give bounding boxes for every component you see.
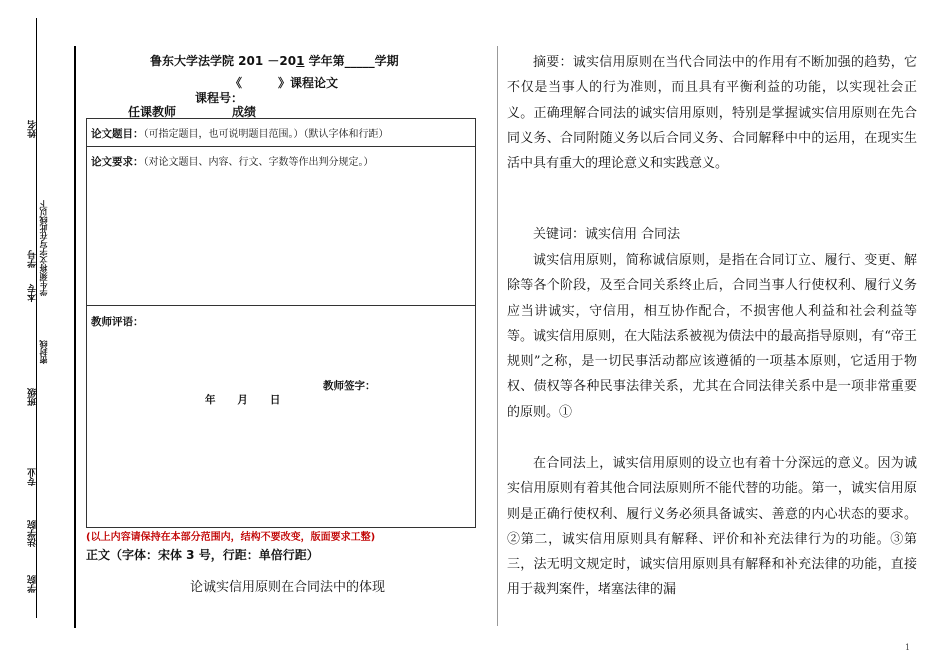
header-end: 学期 [374, 54, 399, 68]
class-label: 班级 [28, 388, 38, 406]
course-title-line [230, 74, 338, 91]
teacher-label: 任课教师 [128, 105, 177, 119]
college-label: 学院 [28, 575, 38, 593]
topic-hint[interactable]: （可指定题目，也可说明题目范围。）（默认字体和行距） [143, 129, 389, 140]
ben-zhuan-label: 本专 [28, 284, 38, 302]
course-open: 《 [230, 76, 243, 90]
keywords-paragraph: 关键词：诚实信用 合同法 [533, 227, 681, 242]
semester-blank: _____ [344, 54, 375, 68]
comment-area[interactable] [87, 306, 475, 527]
requirements-row [87, 147, 475, 306]
column-divider [497, 46, 498, 626]
signature-label: 教师签字： [323, 380, 376, 392]
header-line-1 [150, 52, 399, 69]
notice-text: (以上内容请保持在本部分范围内，结构不要改变，版面要求工整) [86, 532, 376, 543]
course-no-label: 课程号： [195, 91, 244, 105]
body-paragraph-2: 在合同法上，诚实信用原则的设立也有着十分深远的意义。因为诚实信用原则有着其他合同法原则所不能代替的功能。第一，诚实信用原则是正确行使权利、履行义务必须具备诚实、善意的内心状态的要求。②第二，诚实信用原则具有解释、评价和补充法律行为的功能。③第三，法无明文规定时，诚实信用原则具有解释和补充法律的功能，直接用于裁判案件，堵塞法律的漏 [507, 456, 917, 598]
evaluation-form [86, 118, 476, 528]
header-prefix: 鲁东大学法学院 201 [150, 54, 264, 68]
seal-line-label: 密封线 [39, 340, 48, 364]
essay-title: 论诚实信用原则在合同法中的体现 [190, 580, 386, 595]
date-field: 年 月 日 [205, 394, 281, 406]
page-number: 1 [905, 643, 911, 652]
header-dash: －20 [263, 54, 297, 68]
body-paragraph-1: 诚实信用原则，简称诚信原则，是指在合同订立、履行、变更、解除等各个阶段，及至合同关系终止后，合同当事人行使权利、履行义务应当讲诚实，守信用，相互协作配合，不损害他人利益和社会利益等等。诚实信用原则，在大陆法系被视为债法中的最高指导原则，有“帝王规则”之称，是一切民事活动都应该遵循的一项基本原则，它适用于物权、债权等各种民事法律关系，尤其在合同法律关系中是一项非常重要的原则。① [507, 253, 917, 420]
faculty-label: 法学院 [28, 520, 38, 547]
instruction-label: 学生须将文字写在此线以下 [39, 200, 48, 296]
score-label: 成绩 [232, 105, 257, 119]
header-suffix: 学年第 [304, 54, 345, 68]
topic-row [87, 119, 475, 147]
course-close: 》课程论文 [278, 76, 339, 90]
header-year-end: 1 [296, 54, 305, 68]
requirements-hint[interactable]: （对论文题目、内容、行文、字数等作出判分规定。） [143, 157, 374, 168]
abstract-paragraph: 摘要：诚实信用原则在当代合同法中的作用有不断加强的趋势，它不仅是当事人的行为准则，而且具有平衡利益的功能，以实现社会正义。正确理解合同法的诚实信用原则，特别是掌握诚实信用原则在先合同义务、合同附随义务以后合同义务、合同解释中中的运用，在现实生活中具有重大的理论意义和实践意义。 [507, 55, 917, 172]
requirements-label: 论文要求： [91, 156, 144, 168]
student-no-label: 学号 [28, 250, 38, 268]
body-format-heading: 正文（字体：宋体 3 号，行距：单倍行距） [86, 548, 319, 562]
comment-label: 教师评语： [91, 316, 144, 328]
major-label: 专业 [28, 468, 38, 486]
binding-rule [74, 46, 76, 628]
topic-label: 论文题目： [91, 128, 144, 140]
name-label: 姓名 [28, 120, 38, 138]
